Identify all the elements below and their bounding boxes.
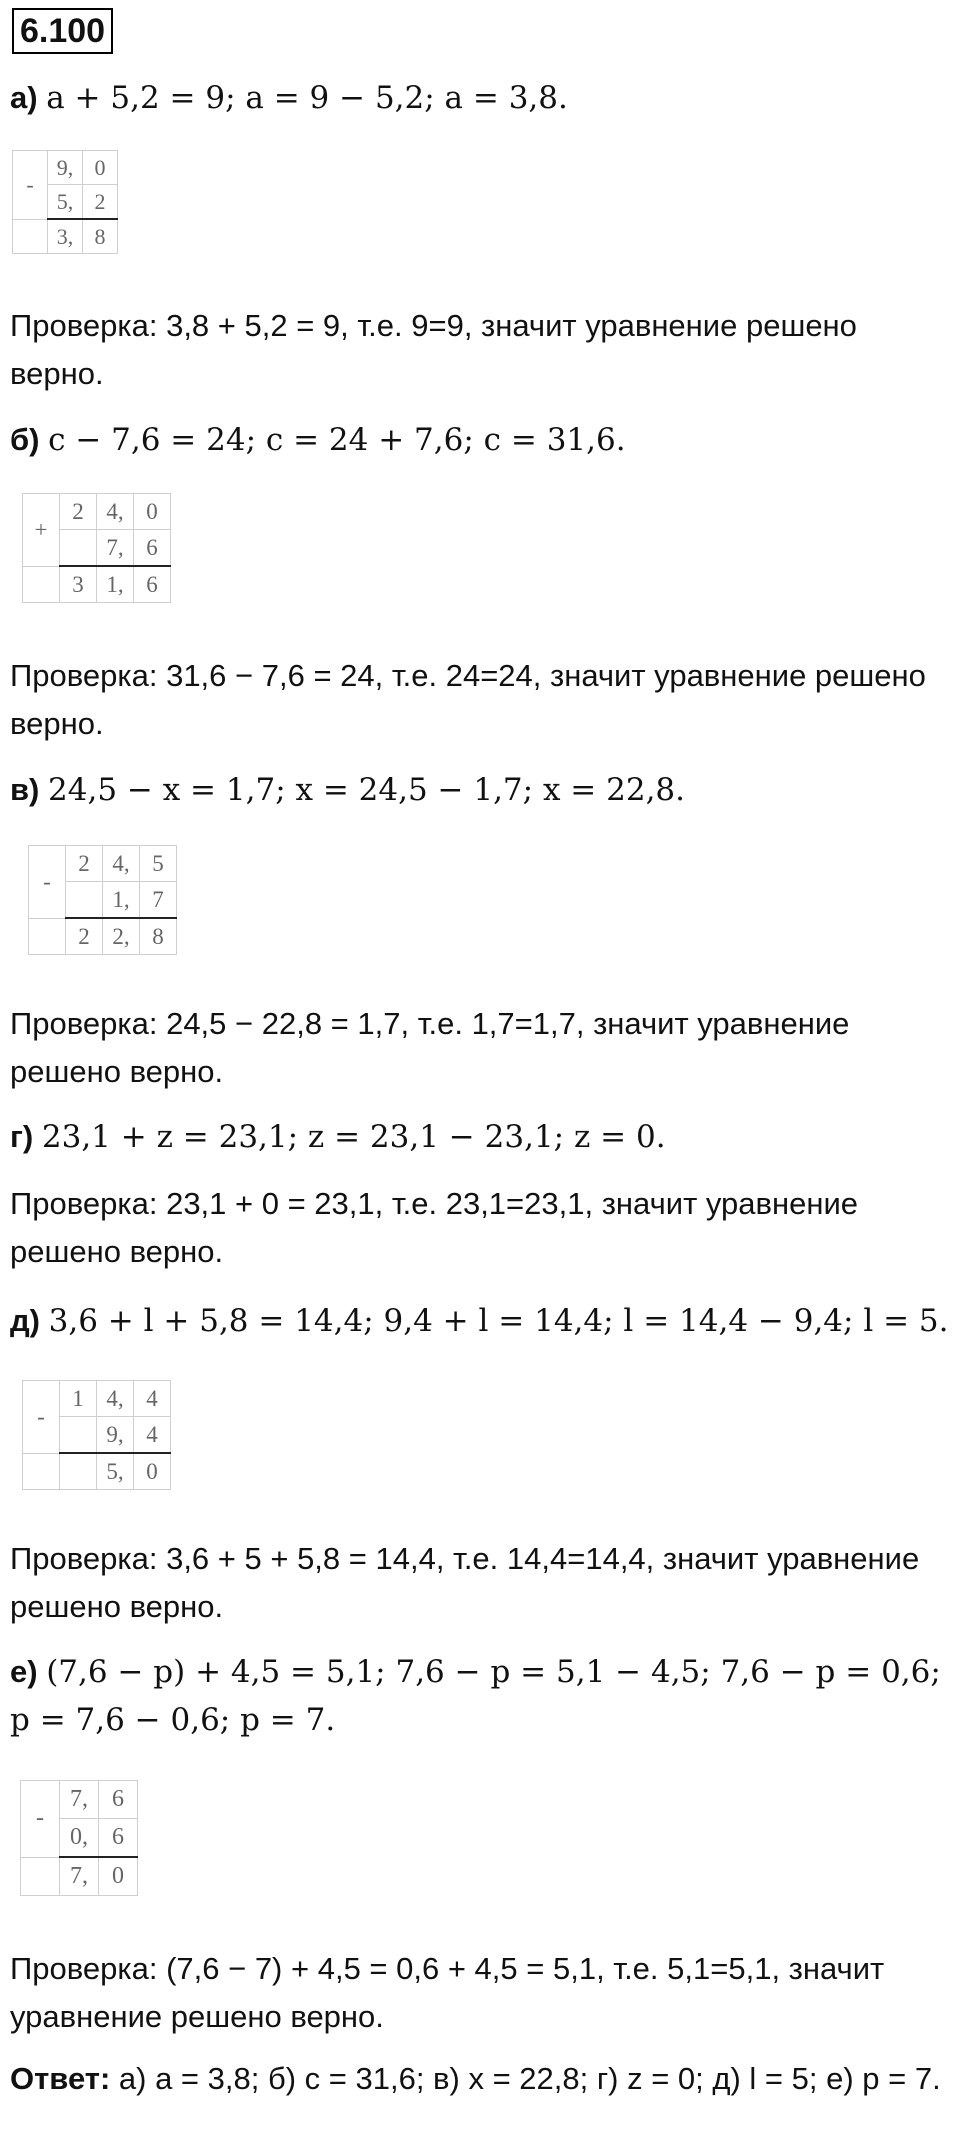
column-sign: - [29,846,66,919]
part-e-equation-text: (7,6 − p) + 4,5 = 5,1; 7,6 − p = 5,1 − 4,5; 7,6 − p = 0,6; p = 7,6 − 0,6; p = 7. [10,1654,941,1738]
digit: 6 [99,1781,138,1819]
empty-cell [29,918,66,955]
part-e-label: е) [10,1654,38,1689]
digit: 7, [60,1781,99,1819]
part-v-check: Проверка: 24,5 − 22,8 = 1,7, т.е. 1,7=1,7, значит уравнение решено верно. [10,1006,850,1089]
empty-cell [21,1857,60,1896]
empty-cell [13,219,48,254]
part-g-label: г) [10,1119,34,1154]
part-g-equation-text: 23,1 + z = 23,1; z = 23,1 − 23,1; z = 0. [41,1119,666,1155]
digit: 9, [48,151,83,185]
digit: 1, [97,566,134,603]
part-v-label: в) [10,772,40,807]
part-d-label: д) [10,1303,41,1338]
part-v-column-calc [28,845,177,955]
digit: 7, [60,1857,99,1896]
part-e-column-calc [20,1780,138,1896]
part-b-equation [10,416,952,464]
digit: 9, [97,1417,134,1454]
digit: 2, [103,918,140,955]
digit [60,1453,97,1490]
part-g-check: Проверка: 23,1 + 0 = 23,1, т.е. 23,1=23,1, значит уравнение решено верно. [10,1186,859,1269]
column-sign: - [13,151,48,220]
digit: 2 [66,846,103,882]
digit: 4 [134,1381,171,1417]
part-b-check: Проверка: 31,6 − 7,6 = 24, т.е. 24=24, значит уравнение решено верно. [10,658,926,741]
digit: 6 [99,1819,138,1858]
part-a-equation-text: a + 5,2 = 9; a = 9 − 5,2; a = 3,8. [46,80,568,116]
digit: 0, [60,1819,99,1858]
digit: 6 [134,530,171,567]
digit [60,530,97,567]
digit: 8 [83,219,118,254]
part-e-equation [10,1648,952,1744]
digit: 4, [97,1381,134,1417]
digit: 0 [134,494,171,530]
digit: 4 [134,1417,171,1454]
column-sign: - [23,1381,60,1454]
empty-cell [23,1453,60,1490]
digit: 0 [99,1857,138,1896]
part-v-equation-text: 24,5 − x = 1,7; x = 24,5 − 1,7; x = 22,8. [48,772,685,808]
column-sign: - [21,1781,60,1858]
digit: 2 [60,494,97,530]
part-a-label: а) [10,80,38,115]
part-a-check: Проверка: 3,8 + 5,2 = 9, т.е. 9=9, значит уравнение решено верно. [10,308,857,391]
digit: 0 [83,151,118,185]
digit: 5, [97,1453,134,1490]
digit: 3, [48,219,83,254]
digit: 2 [66,918,103,955]
part-b-label: б) [10,422,40,457]
part-e-check: Проверка: (7,6 − 7) + 4,5 = 0,6 + 4,5 = 5,1, т.е. 5,1=5,1, значит уравнение решено верно. [10,1951,885,2034]
digit: 6 [134,566,171,603]
digit: 8 [140,918,177,955]
part-d-equation-text: 3,6 + l + 5,8 = 14,4; 9,4 + l = 14,4; l = 14,4 − 9,4; l = 5. [48,1303,949,1339]
digit: 4, [103,846,140,882]
digit [66,882,103,919]
part-b-column-calc [22,493,171,603]
digit: 2 [83,185,118,220]
part-d-equation [10,1297,952,1345]
digit [60,1417,97,1454]
part-d-check: Проверка: 3,6 + 5 + 5,8 = 14,4, т.е. 14,4=14,4, значит уравнение решено верно. [10,1541,920,1624]
digit: 1 [60,1381,97,1417]
answer-label: Ответ: [10,2061,111,2096]
part-a-column-calc [12,150,118,254]
digit: 5 [140,846,177,882]
digit: 5, [48,185,83,220]
part-d-column-calc [22,1380,171,1490]
empty-cell [23,566,60,603]
problem-number: 6.100 [12,8,113,54]
part-b-equation-text: c − 7,6 = 24; c = 24 + 7,6; c = 31,6. [48,422,626,458]
digit: 0 [134,1453,171,1490]
digit: 1, [103,882,140,919]
column-sign: + [23,494,60,567]
digit: 4, [97,494,134,530]
digit: 7 [140,882,177,919]
digit: 3 [60,566,97,603]
answer-text: а) a = 3,8; б) c = 31,6; в) x = 22,8; г) z = 0; д) l = 5; е) p = 7. [118,2061,941,2096]
digit: 7, [97,530,134,567]
part-g-equation [10,1113,952,1161]
answer [10,2055,952,2103]
part-v-equation [10,766,952,814]
part-a-equation [10,74,952,122]
